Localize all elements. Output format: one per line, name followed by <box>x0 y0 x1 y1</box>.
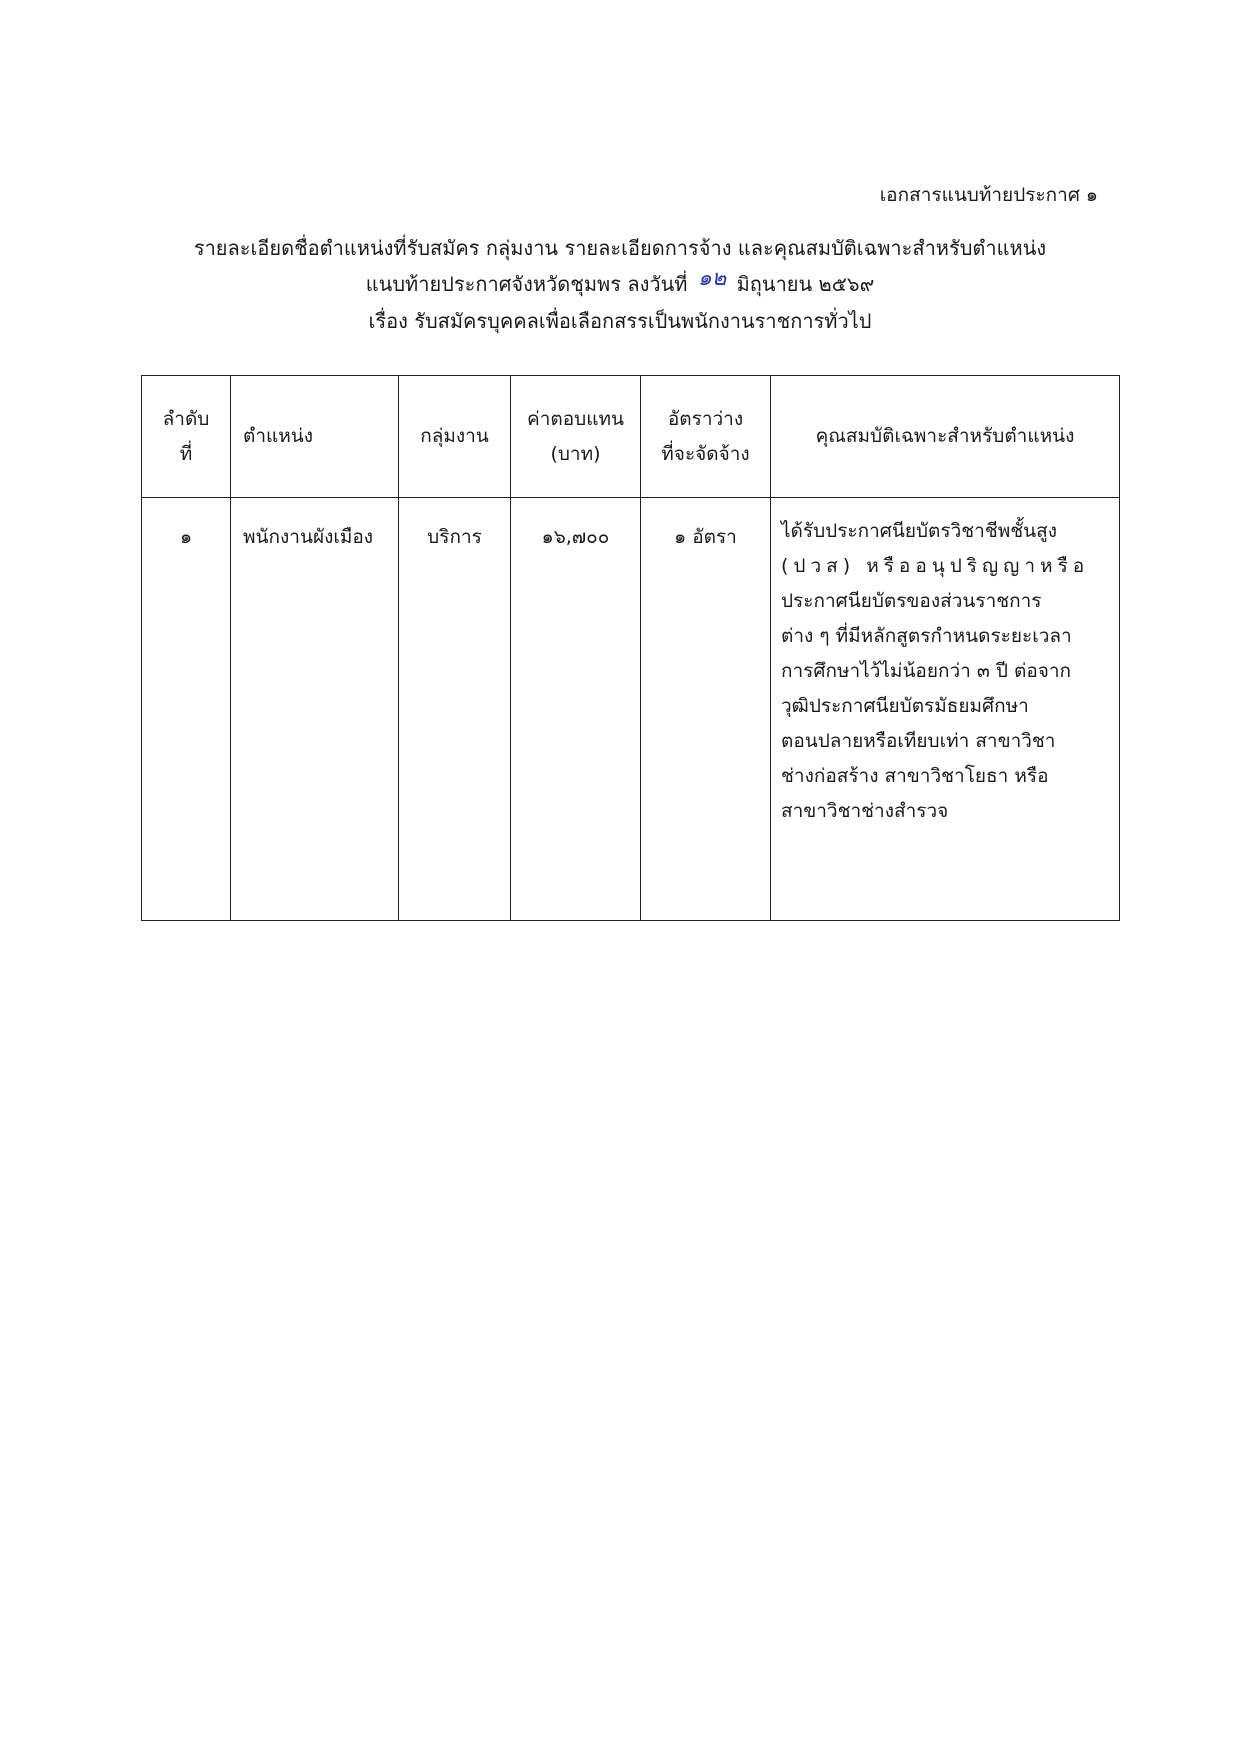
heading-line-3: เรื่อง รับสมัครบุคคลเพื่อเลือกสรรเป็นพนักงานราชการทั่วไป <box>368 309 872 333</box>
header-pay <box>511 376 641 498</box>
document-heading <box>0 230 1240 339</box>
qualification-line: การศึกษาไว้ไม่น้อยกว่า ๓ ปี ต่อจาก <box>781 660 1072 682</box>
qualification-line: ตอนปลายหรือเทียบเท่า สาขาวิชา <box>781 730 1056 752</box>
header-group: กลุ่มงาน <box>399 376 511 498</box>
handwritten-day: ๑๒ <box>697 266 727 291</box>
header-order-line-2: ที่ <box>179 442 193 465</box>
cell-qualifications <box>771 498 1120 921</box>
heading-line-2-prefix: แนบท้ายประกาศจังหวัดชุมพร ลงวันที่ <box>365 272 688 296</box>
header-pay-line-2: (บาท) <box>550 442 601 465</box>
qualification-line: วุฒิประกาศนียบัตรมัธยมศึกษา <box>781 695 1029 717</box>
heading-line-1: รายละเอียดชื่อตำแหน่งที่รับสมัคร กลุ่มงาน รายละเอียดการจ้าง และคุณสมบัติเฉพาะสำหรับตำแหน่ง <box>193 236 1047 260</box>
table-header-row <box>142 376 1120 498</box>
qualification-line: สาขาวิชาช่างสำรวจ <box>781 800 949 822</box>
header-order <box>142 376 231 498</box>
cell-rate: ๑ อัตรา <box>641 498 771 921</box>
header-order-line-1: ลำดับ <box>162 407 210 430</box>
qualification-line: ช่างก่อสร้าง สาขาวิชาโยธา หรือ <box>781 765 1049 787</box>
heading-line-2 <box>0 266 1240 303</box>
table-row <box>142 498 1120 921</box>
heading-line-2-suffix: มิถุนายน ๒๕๖๙ <box>736 272 875 296</box>
header-position: ตำแหน่ง <box>231 376 399 498</box>
qualification-line: ประกาศนียบัตรของส่วนราชการ <box>781 590 1042 612</box>
header-pay-line-1: ค่าตอบแทน <box>527 407 624 430</box>
cell-position: พนักงานผังเมือง <box>231 498 399 921</box>
cell-order: ๑ <box>142 498 231 921</box>
cell-group: บริการ <box>399 498 511 921</box>
header-rate <box>641 376 771 498</box>
header-rate-line-2: ที่จะจัดจ้าง <box>661 442 750 465</box>
qualification-line: ได้รับประกาศนียบัตรวิชาชีพชั้นสูง <box>781 520 1058 542</box>
qualification-line: ต่าง ๆ ที่มีหลักสูตรกำหนดระยะเวลา <box>781 625 1072 647</box>
header-rate-line-1: อัตราว่าง <box>667 407 744 430</box>
attachment-label: เอกสารแนบท้ายประกาศ ๑ <box>879 184 1098 206</box>
header-qualifications: คุณสมบัติเฉพาะสำหรับตำแหน่ง <box>771 376 1120 498</box>
positions-table <box>141 375 1120 921</box>
cell-pay: ๑๖,๗๐๐ <box>511 498 641 921</box>
qualification-line: (ปวส) หรืออนุปริญญาหรือ <box>781 555 1090 577</box>
